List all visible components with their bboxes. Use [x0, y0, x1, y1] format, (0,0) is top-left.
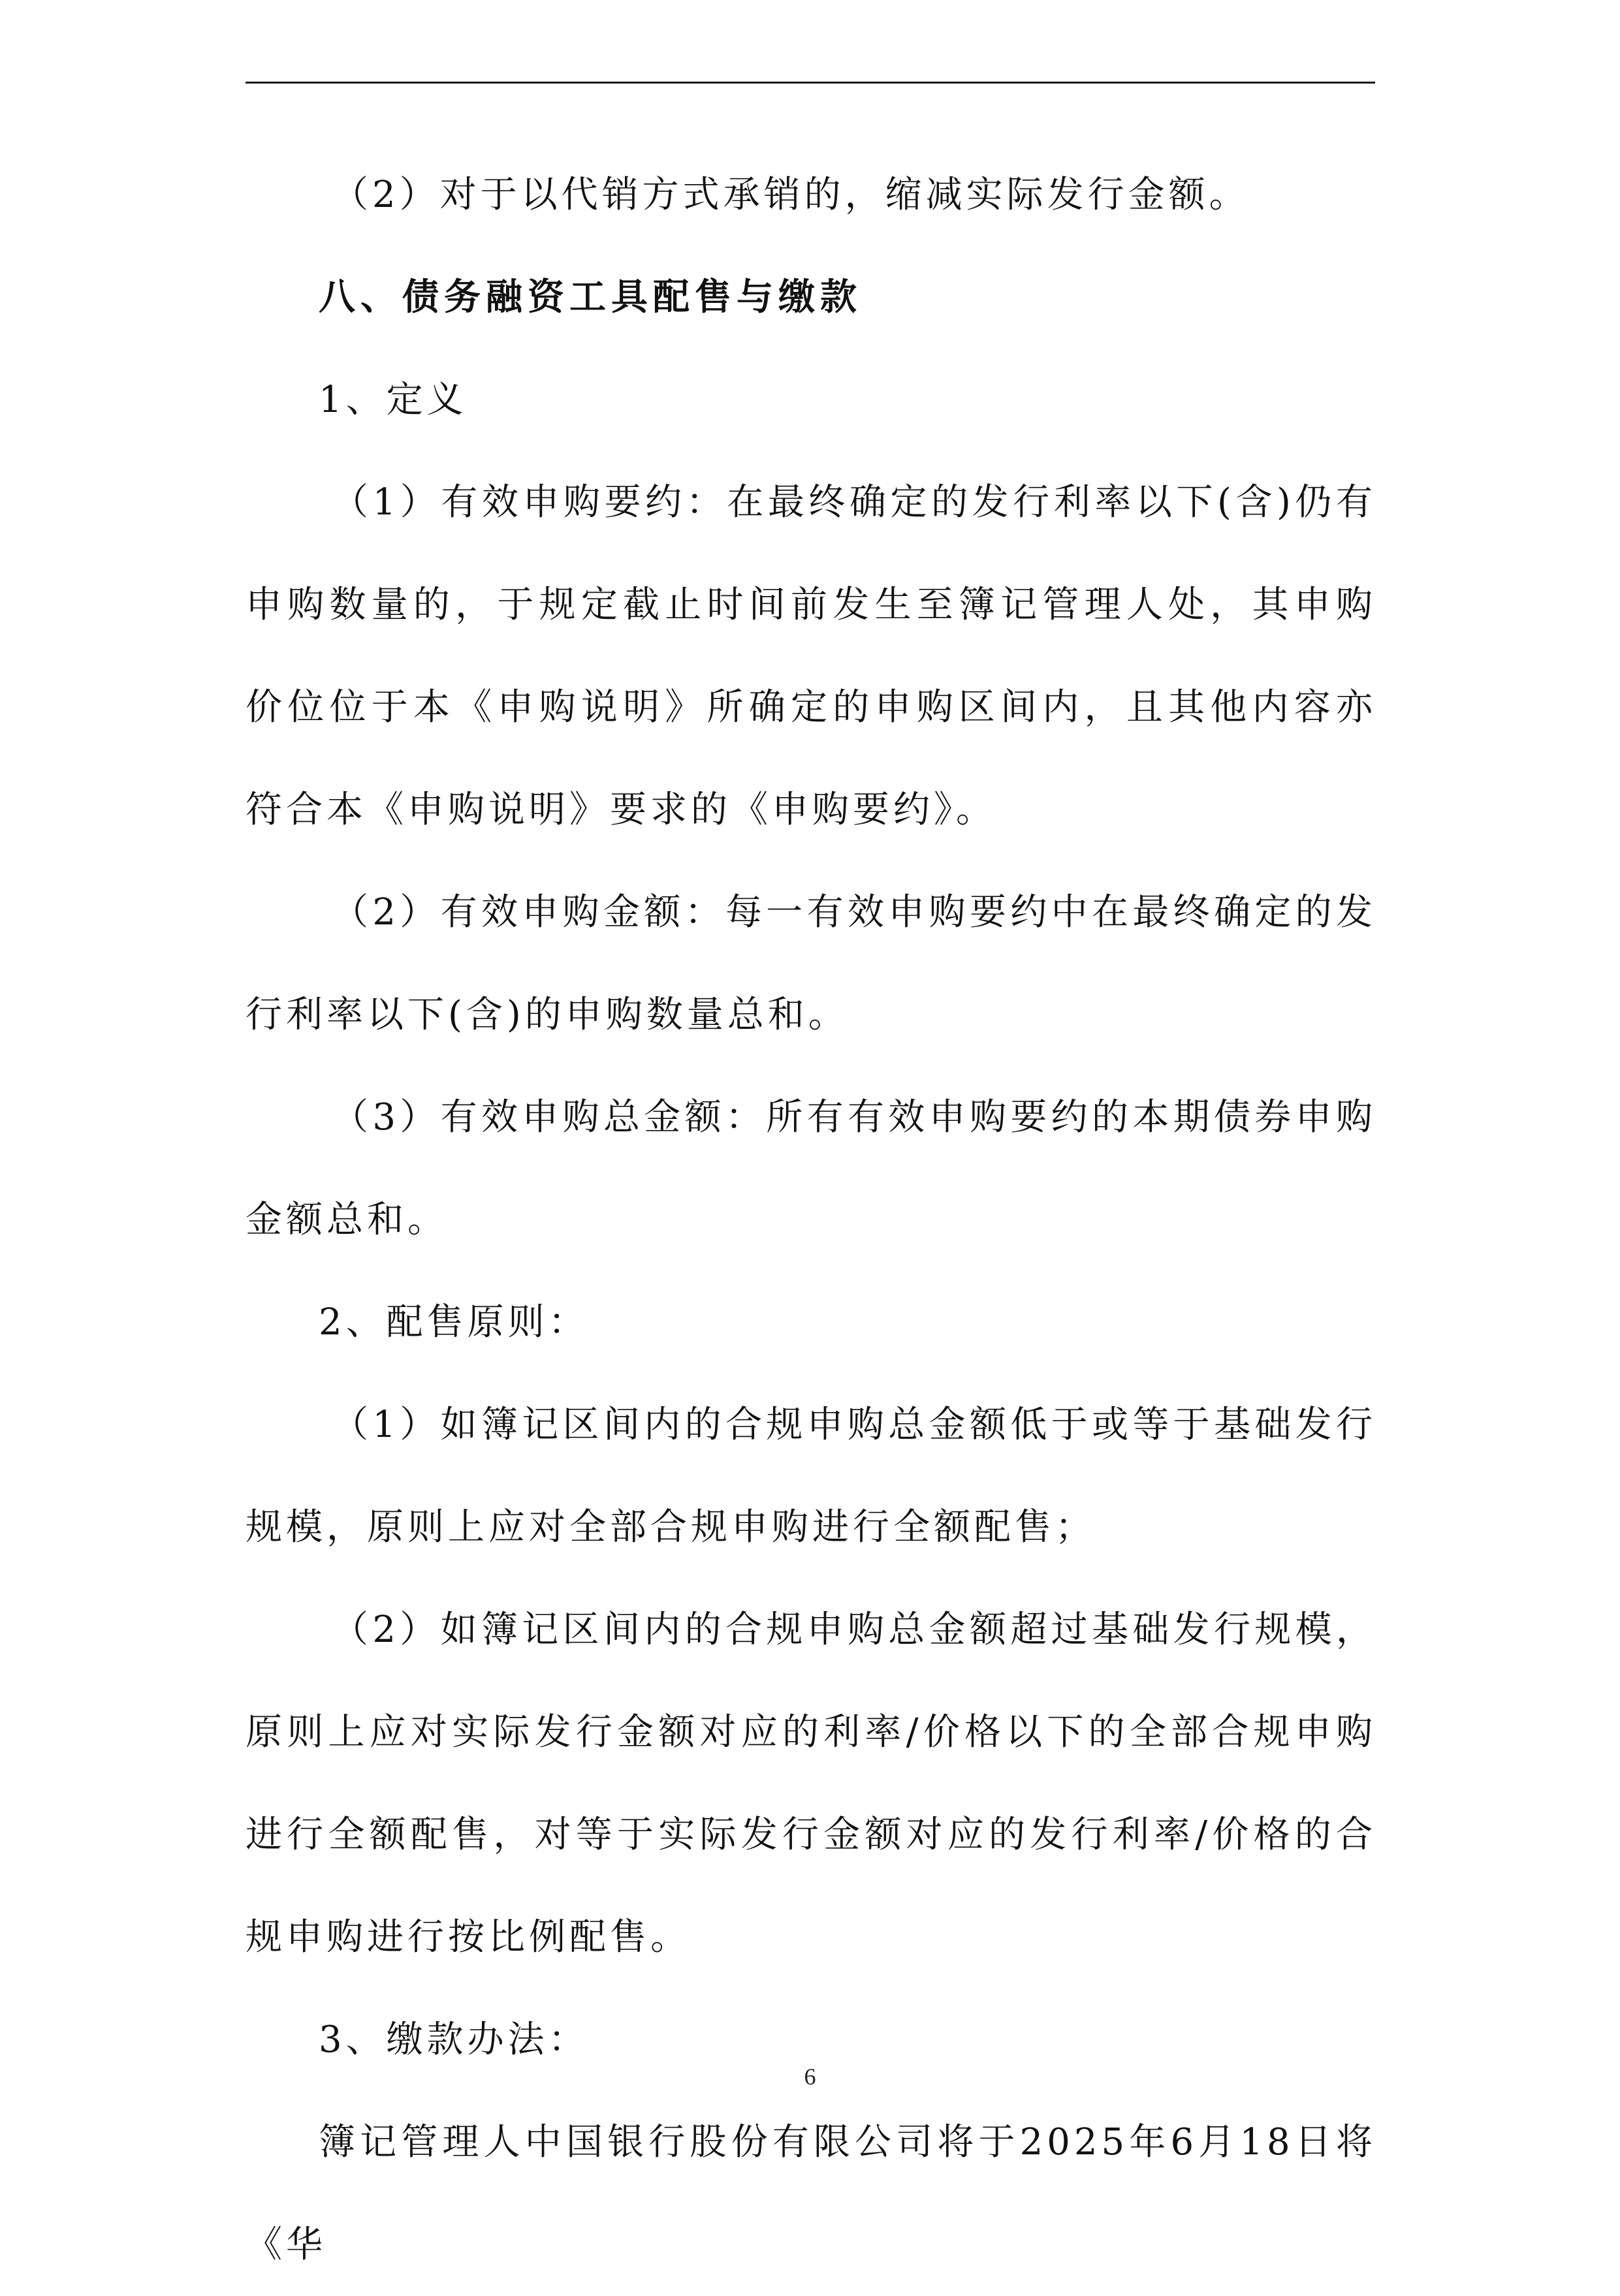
- section-heading-allotment-payment: 八、债务融资工具配售与缴款: [319, 275, 862, 319]
- header-rule: [246, 82, 1375, 84]
- page-number: 6: [804, 2064, 816, 2090]
- paragraph-underwriting-reduction: （2）对于以代销方式承销的，缩减实际发行金额。: [332, 174, 1250, 216]
- paragraph-allotment-rule-1: （1）如簿记区间内的合规申购总金额低于或等于基础发行规模，原则上应对全部合规申购进行全额配售；: [246, 1404, 1376, 1549]
- paragraph-payment-method: 簿记管理人中国银行股份有限公司将于2025年6月18日将《华: [246, 2121, 1376, 2266]
- subheading-allotment-principles: 2、配售原则：: [319, 1301, 589, 1344]
- document-body: [246, 144, 1376, 2296]
- subheading-payment-method: 3、缴款办法：: [319, 2019, 589, 2061]
- paragraph-valid-subscription-amount: （2）有效申购金额：每一有效申购要约中在最终确定的发行利率以下(含)的申购数量总和。: [246, 891, 1376, 1036]
- paragraph-valid-subscription-total: （3）有效申购总金额：所有有效申购要约的本期债券申购金额总和。: [246, 1096, 1376, 1241]
- subheading-definitions: 1、定义: [319, 379, 468, 421]
- paragraph-allotment-rule-2: （2）如簿记区间内的合规申购总金额超过基础发行规模，原则上应对实际发行金额对应的利率/价格以下的全部合规申购进行全额配售，对等于实际发行金额对应的发行利率/价格的合规申购进行按比例配售。: [246, 1609, 1376, 1958]
- paragraph-valid-subscription-offer: （1）有效申购要约：在最终确定的发行利率以下(含)仍有申购数量的，于规定截止时间前发生至簿记管理人处，其申购价位位于本《申购说明》所确定的申购区间内，且其他内容亦符合本《申购说明》要求的《申购要约》。: [246, 481, 1376, 831]
